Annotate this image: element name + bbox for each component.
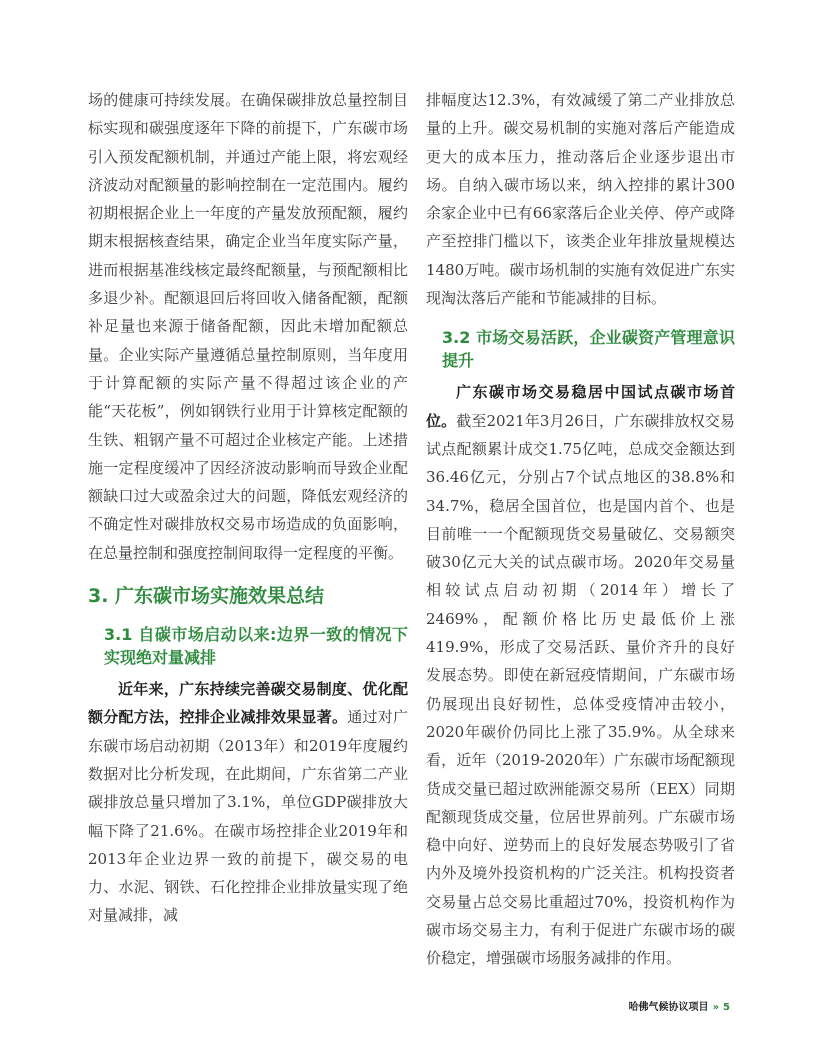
section-3-2-heading: 3.2 市场交易活跃，企业碳资产管理意识提升 <box>442 328 735 371</box>
footer-separator: » <box>712 1002 720 1013</box>
section-3-1-heading: 3.1 自碳市场启动以来:边界一致的情况下实现绝对量减排 <box>104 625 408 668</box>
section-3-heading: 3. 广东碳市场实施效果总结 <box>88 585 325 608</box>
right-column <box>426 86 735 973</box>
body-paragraph: 场的健康可持续发展。在确保碳排放总量控制目标实现和碳强度逐年下降的前提下，广东碳市场引入预发配额机制，并通过产能上限，将宏观经济波动对配额量的影响控制在一定范围内。履约初期根据企业上一年度的产量发放预配额，履约期末根据核查结果，确定企业当年度实际产量，进而根据基准线核定最终配额量，与预配额相比多退少补。配额退回后将回收入储备配额，配额补足量也来源于储备配额，因此未增加配额总量。企业实际产量遵循总量控制原则，当年度用于计算配额的实际产量不得超过该企业的产能“天花板”，例如钢铁行业用于计算核定配额的生铁、粗钢产量不可超过企业核定产能。上述措施一定程度缓冲了因经济波动影响而导致企业配额缺口过大或盈余过大的问题，降低宏观经济的不确定性对碳排放权交易市场造成的负面影响，在总量控制和强度控制间取得一定程度的平衡。 <box>88 91 408 562</box>
lead-sentence: 广东碳市场交易稳居中国试点碳市场首位。 <box>426 383 735 430</box>
paragraph-body: 通过对广东碳市场启动初期（2013年）和2019年度履约数据对比分析发现，在此期间，广东省第二产业碳排放总量只增加了3.1%，单位GDP碳排放大幅下降了21.6%。在碳市场控排企业2019年和2013年企业边界一致的前提下，碳交易的电力、水泥、钢铁、石化控排企业排放量实现了绝对量减排，减 <box>88 708 408 925</box>
page-footer <box>629 998 730 1013</box>
body-paragraph: 排幅度达12.3%，有效减缓了第二产业排放总量的上升。碳交易机制的实施对落后产能造成更大的成本压力，推动落后企业逐步退出市场。自纳入碳市场以来，纳入控排的累计300余家企业中已有66家落后企业关停、停产或降产至控排门槛以下，该类企业年排放量规模达1480万吨。碳市场机制的实施有效促进广东实现淘汰落后产能和节能减排的目标。 <box>426 91 735 308</box>
paragraph-body: 截至2021年3月26日，广东碳排放权交易试点配额累计成交1.75亿吨，总成交金额达到36.46亿元，分别占7个试点地区的38.8%和34.7%，稳居全国首位，也是国内首个、也是目前唯一一个配额现货交易量破亿、交易额突破30亿元大关的试点碳市场。2020年交易量相较试点启动初期（2014年）增长了2469%，配额价格比历史最低价上涨419.9%，形成了交易活跃、量价齐升的良好发展态势。即使在新冠疫情期间，广东碳市场仍展现出良好韧性，总体受疫情冲击较小，2020年碳价仍同比上涨了35.9%。从全球来看，近年（2019-2020年）广东碳市场配额现货成交量已超过欧洲能源交易所（EEX）同期配额现货成交量，位居世界前列。广东碳市场稳中向好、逆势而上的良好发展态势吸引了省内外及境外投资机构的广泛关注。机构投资者交易量占总交易比重超过70%，投资机构作为碳市场交易主力，有利于促进广东碳市场的碳价稳定，增强碳市场服务减排的作用。 <box>426 411 735 968</box>
footer-publisher: 哈佛气候协议项目 <box>628 1002 709 1013</box>
left-column <box>88 86 408 930</box>
lead-sentence: 近年来，广东持续完善碳交易制度、优化配额分配方法，控排企业减排效果显著。 <box>88 680 408 727</box>
body-paragraph <box>426 378 735 972</box>
body-paragraph <box>88 675 408 930</box>
page-number: 5 <box>723 1002 730 1013</box>
